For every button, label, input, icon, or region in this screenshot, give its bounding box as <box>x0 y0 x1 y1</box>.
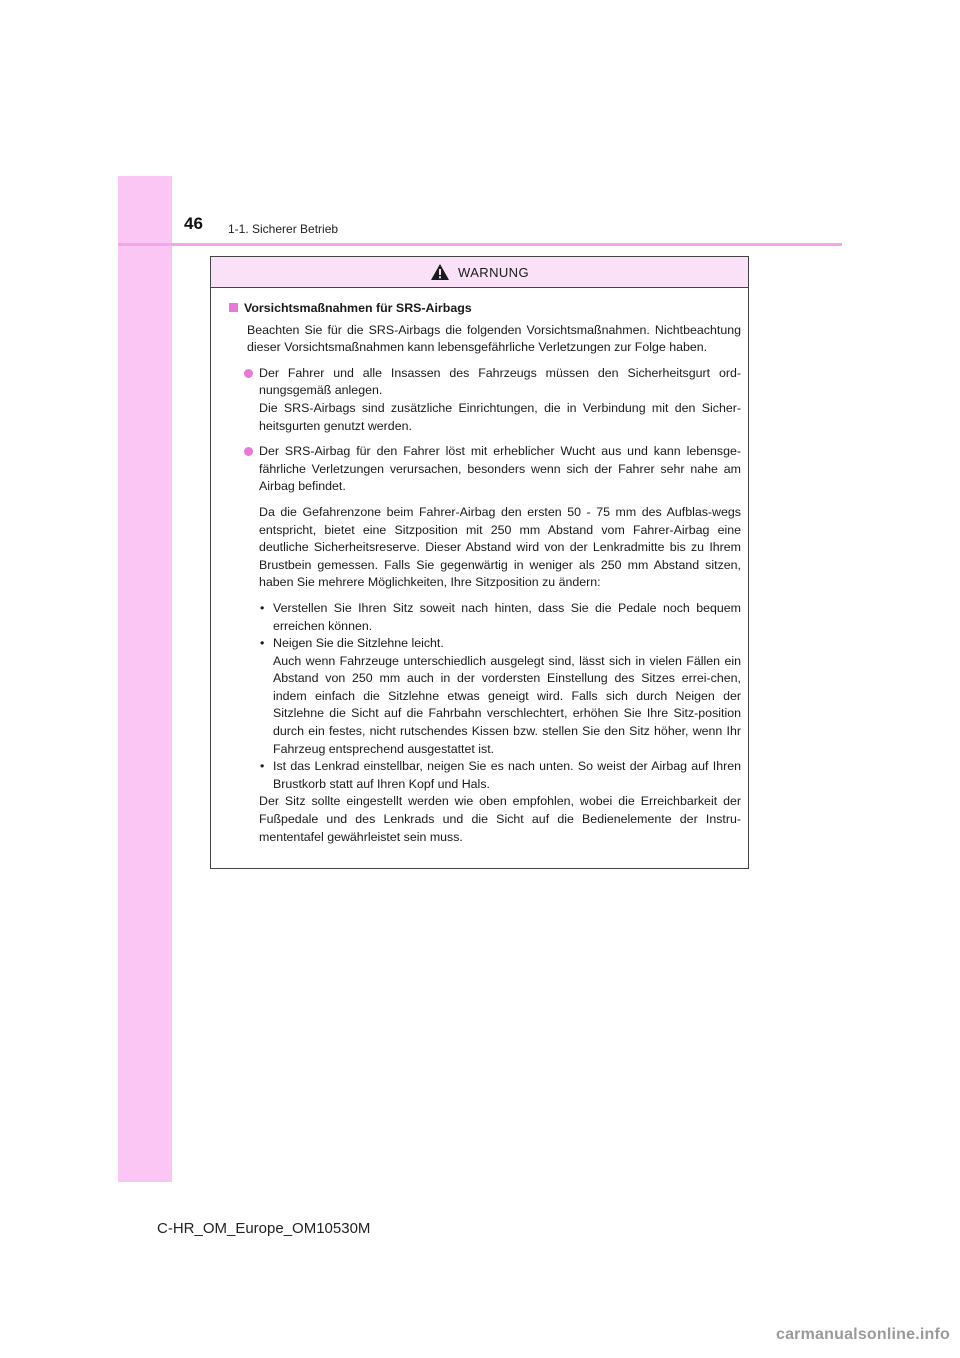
warning-box <box>210 256 749 869</box>
bullet-driver-airbag <box>229 443 741 496</box>
warning-heading-text: Vorsichtsmaßnahmen für SRS-Airbags <box>244 301 472 315</box>
header-divider <box>118 243 842 246</box>
dash-bullet: • <box>260 600 265 615</box>
section-title: 1-1. Sicherer Betrieb <box>228 222 339 236</box>
bullet-driver-airbag-text: Der SRS-Airbag für den Fahrer löst mit erheblicher Wucht aus und kann lebensge-fährliche Verletzungen verursachen, besonders wenn sich der Fahrer sehr nahe am Airbag befindet. <box>259 444 741 494</box>
warning-heading <box>229 300 741 318</box>
warning-triangle-icon <box>430 263 450 281</box>
square-bullet-icon <box>229 303 238 312</box>
warning-header <box>211 257 748 288</box>
chapter-side-tab <box>118 176 172 1182</box>
document-code: C-HR_OM_Europe_OM10530M <box>157 1220 371 1237</box>
dash-item <box>229 758 741 793</box>
dash-item-text: Verstellen Sie Ihren Sitz soweit nach hinten, dass Sie die Pedale noch bequem erreichen können. <box>273 600 741 633</box>
dash-bullet: • <box>260 636 265 651</box>
closing-paragraph: Der Sitz sollte eingestellt werden wie oben empfohlen, wobei die Erreichbarkeit der Fußpedale und des Lenkrads und die Sicht auf die Bedienelemente der Instru-mententafel gewährleistet sein muss. <box>259 794 741 844</box>
intro-paragraph: Beachten Sie für die SRS-Airbags die folgenden Vorsichtsmaßnahmen. Nichtbeachtung dieser Vorsichtsmaßnahmen kann lebensgefährliche Verletzungen zur Folge haben. <box>247 322 741 355</box>
bullet-seatbelt-note: Die SRS-Airbags sind zusätzliche Einrichtungen, die in Verbindung mit den Sicher-heitsgurten genutzt werden. <box>259 400 741 433</box>
warning-body <box>211 288 748 846</box>
dash-item-note: Auch wenn Fahrzeuge unterschiedlich ausgelegt sind, lässt sich in vielen Fällen ein Abstand von 250 mm auch in der vordersten Einstellung des Sitzes errei-chen, indem einfach die Sitzlehne etwas geneigt wird. Falls sich durch Neigen der Sitzlehne die Sicht auf die Fahrbahn verschlechtert, erhöhen Sie Ihre Sitz-position durch ein festes, nicht rutschendes Kissen bzw. stellen Sie den Sitz höher, wenn Ihr Fahrzeug entsprechend ausgestattet ist. <box>273 653 741 756</box>
circle-bullet-icon <box>244 369 253 378</box>
dash-item-text: Ist das Lenkrad einstellbar, neigen Sie es nach unten. So weist der Airbag auf Ihren Brustkorb statt auf Ihren Kopf und Hals. <box>273 759 741 791</box>
page-number: 46 <box>184 214 203 233</box>
bullet-seatbelt <box>229 365 741 435</box>
dash-item <box>229 635 741 758</box>
dash-item <box>229 600 741 635</box>
dash-bullet: • <box>260 759 265 774</box>
dash-item-text: Neigen Sie die Sitzlehne leicht. <box>273 636 444 651</box>
danger-zone-paragraph: Da die Gefahrenzone beim Fahrer-Airbag den ersten 50 - 75 mm des Aufblas-wegs entspricht, bietet eine Sitzposition mit 250 mm Abstand vom Fahrer-Airbag eine deutliche Sicherheitsreserve. Dieser Abstand wird von der Lenkradmitte bis zu Ihrem Brustbein gemessen. Falls Sie gegenwärtig in weniger als 250 mm Abstand sitzen, haben Sie mehrere Möglichkeiten, Ihre Sitzposition zu ändern: <box>259 504 741 590</box>
circle-bullet-icon <box>244 447 253 456</box>
bullet-seatbelt-text: Der Fahrer und alle Insassen des Fahrzeugs müssen den Sicherheitsgurt ord-nungsgemäß anlegen. <box>259 365 741 398</box>
watermark[interactable]: carmanualsonline.info <box>775 1326 950 1343</box>
warning-label: WARNUNG <box>458 264 529 280</box>
